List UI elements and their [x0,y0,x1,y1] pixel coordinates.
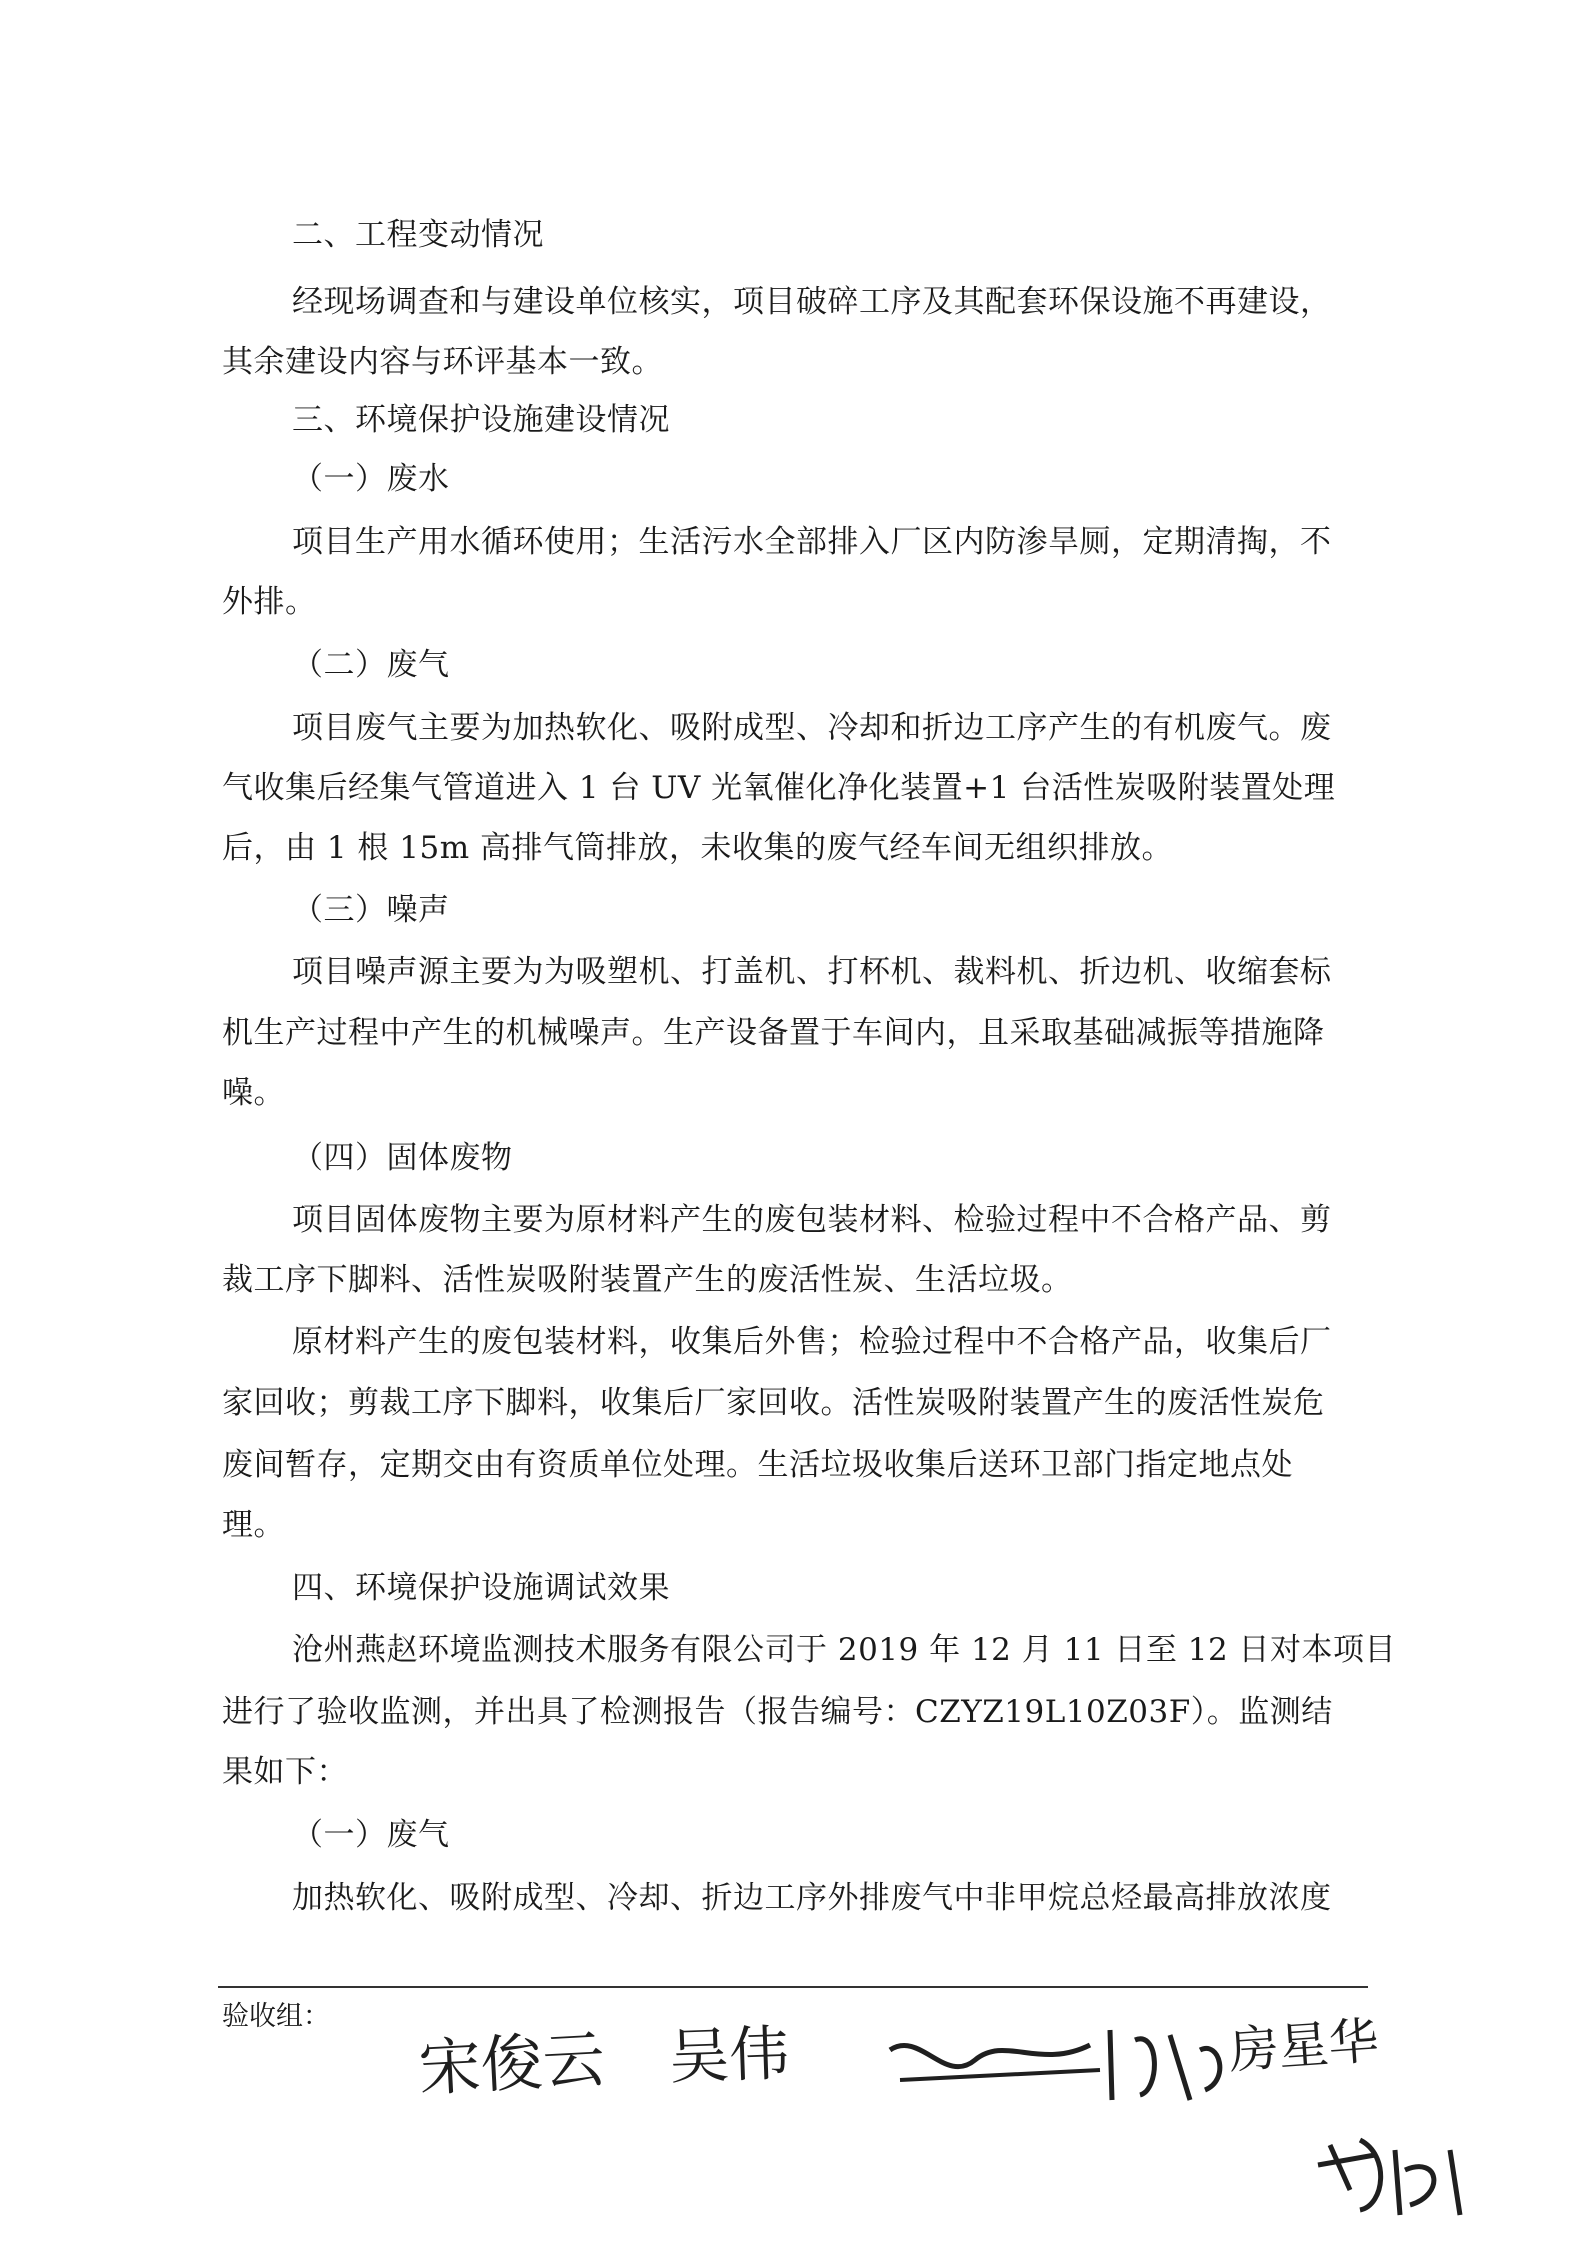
section2-heading: 二、工程变动情况 [292,217,544,253]
wastegas-paragraph-line: 气收集后经集气管道进入 1 台 UV 光氧催化净化装置+1 台活性炭吸附装置处理 [222,770,1336,806]
section4-paragraph-line: 沧州燕赵环境监测技术服务有限公司于 2019 年 12 月 11 日至 12 日对本项目 [292,1632,1397,1668]
signature-2: 吴伟 [668,2018,791,2093]
solid-waste-heading: （四）固体废物 [292,1140,513,1176]
section4-paragraph-line: 果如下： [222,1754,348,1790]
wastewater-paragraph-line: 外排。 [222,584,317,620]
signature-4-scribble [1110,2030,1220,2100]
solid-waste-paragraph-line: 理。 [222,1507,285,1543]
signature-5: 房星华 [1226,2011,1381,2080]
wastewater-heading: （一）废水 [292,461,450,497]
noise-paragraph-line: 噪。 [222,1075,285,1111]
footer-divider [218,1986,1368,1988]
solid-waste-paragraph-line: 裁工序下脚料、活性炭吸附装置产生的废活性炭、生活垃圾。 [222,1262,1073,1298]
wastewater-paragraph-line: 项目生产用水循环使用；生活污水全部排入厂区内防渗旱厕，定期清掏，不 [292,524,1332,560]
section2-paragraph-line: 其余建设内容与环评基本一致。 [222,344,663,380]
noise-heading: （三）噪声 [292,892,450,928]
handwritten-signatures [400,1990,1500,2240]
wastegas-paragraph-line: 后，由 1 根 15m 高排气筒排放，未收集的废气经车间无组织排放。 [222,830,1173,866]
section3-heading: 三、环境保护设施建设情况 [292,402,670,438]
section4-gas-heading: （一）废气 [292,1817,450,1853]
noise-paragraph-line: 项目噪声源主要为为吸塑机、打盖机、打杯机、裁料机、折边机、收缩套标 [292,954,1332,990]
signature-1: 宋俊云 [416,2022,607,2105]
acceptance-group-label: 验收组： [222,2001,330,2032]
section4-paragraph-line: 加热软化、吸附成型、冷却、折边工序外排废气中非甲烷总烃最高排放浓度 [292,1880,1332,1916]
wastegas-heading: （二）废气 [292,647,450,683]
solid-waste-paragraph-line: 项目固体废物主要为原材料产生的废包装材料、检验过程中不合格产品、剪 [292,1202,1332,1238]
solid-waste-paragraph-line: 废间暂存，定期交由有资质单位处理。生活垃圾收集后送环卫部门指定地点处 [222,1447,1293,1483]
solid-waste-paragraph-line: 家回收；剪裁工序下脚料，收集后厂家回收。活性炭吸附装置产生的废活性炭危 [222,1385,1325,1421]
solid-waste-paragraph-line: 原材料产生的废包装材料，收集后外售；检验过程中不合格产品，收集后厂 [292,1324,1332,1360]
signature-3-scribble [890,2045,1090,2067]
section4-heading: 四、环境保护设施调试效果 [292,1570,670,1606]
wastegas-paragraph-line: 项目废气主要为加热软化、吸附成型、冷却和折边工序产生的有机废气。废 [292,710,1332,746]
section4-paragraph-line: 进行了验收监测，并出具了检测报告（报告编号：CZYZ19L10Z03F）。监测结 [222,1694,1333,1730]
noise-paragraph-line: 机生产过程中产生的机械噪声。生产设备置于车间内，且采取基础减振等措施降 [222,1015,1325,1051]
signature-6-scribble [1318,2140,1460,2215]
section2-paragraph-line: 经现场调查和与建设单位核实，项目破碎工序及其配套环保设施不再建设， [292,284,1332,320]
signature-3-underline [900,2070,1100,2080]
